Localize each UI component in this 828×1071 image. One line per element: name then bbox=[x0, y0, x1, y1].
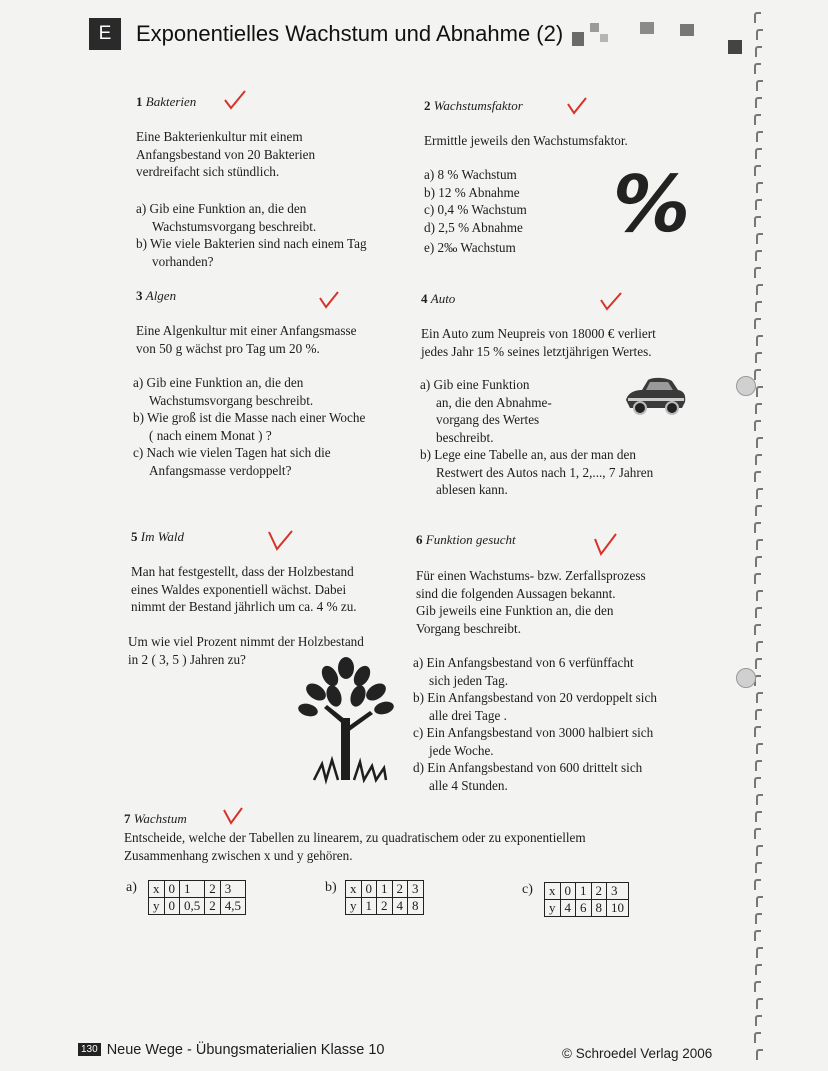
task-5-heading: 5 Im Wald bbox=[131, 529, 184, 544]
task-2-items: a) 8 % Wachstum b) 12 % Abnahme c) 0,4 % Wachstum d) 2,5 % Abnahme e) 2‰ Wachstum bbox=[424, 167, 527, 255]
binding-mark bbox=[754, 420, 761, 431]
car-icon bbox=[622, 372, 688, 418]
binding-mark bbox=[756, 845, 763, 856]
binding-mark bbox=[756, 998, 763, 1009]
binding-mark bbox=[754, 930, 761, 941]
binding-mark bbox=[756, 947, 763, 958]
task-2-intro: Ermittle jeweils den Wachstumsfaktor. bbox=[424, 133, 628, 148]
binding-ring-icon bbox=[736, 376, 756, 396]
task-7-intro: Entscheide, welche der Tabellen zu linearem, zu quadratischem oder zu exponentiellem Zusammenhang zwischen x und y gehören. bbox=[124, 830, 586, 863]
task-6-heading: 6 Funktion gesucht bbox=[416, 532, 516, 547]
task-3-intro: Eine Algenkultur mit einer Anfangsmasse von 50 g wächst pro Tag um 20 %. bbox=[136, 323, 357, 356]
binding-mark bbox=[754, 369, 761, 380]
checkmark-icon bbox=[592, 531, 618, 557]
task-6-items: a) Ein Anfangsbestand von 6 verfünffacht sich jeden Tag. b) Ein Anfangsbestand von 20 verdoppelt sich alle drei Tage . c) Ein Anfangsbestand von 3000 halbiert sich jede Woche. d) Ein Anfangsbestand von 600 drittelt sich alle 4 Stunden. bbox=[413, 655, 657, 793]
binding-mark bbox=[755, 199, 762, 210]
binding-mark bbox=[755, 760, 762, 771]
footer-publisher: © Schroedel Verlag 2006 bbox=[562, 1046, 713, 1061]
task-5-question: Um wie viel Prozent nimmt der Holzbestand in 2 ( 3, 5 ) Jahren zu? bbox=[128, 634, 364, 667]
binding-mark bbox=[756, 641, 763, 652]
binding-mark bbox=[755, 46, 762, 57]
binding-mark bbox=[756, 590, 763, 601]
task-4-intro: Ein Auto zum Neupreis von 18000 € verliert jedes Jahr 15 % seines letztjährigen Wertes. bbox=[421, 326, 656, 359]
checkmark-icon bbox=[598, 290, 624, 312]
binding-mark bbox=[756, 794, 763, 805]
binding-mark bbox=[756, 743, 763, 754]
table-label: b) bbox=[325, 880, 337, 895]
binding-mark bbox=[754, 267, 761, 278]
task-7-heading: 7 Wachstum bbox=[124, 811, 187, 826]
binding-mark bbox=[756, 233, 763, 244]
binding-mark bbox=[756, 437, 763, 448]
binding-mark bbox=[754, 216, 761, 227]
task-1-intro: Eine Bakterienkultur mit einem Anfangsbestand von 20 Bakterien verdreifacht sich stündlich. bbox=[136, 129, 316, 179]
binding-mark bbox=[754, 726, 761, 737]
binding-mark bbox=[754, 63, 761, 74]
checkmark-icon bbox=[566, 96, 588, 116]
chapter-badge: E bbox=[89, 18, 121, 50]
binding-mark bbox=[754, 522, 761, 533]
binding-holes bbox=[740, 0, 828, 1071]
binding-mark bbox=[756, 896, 763, 907]
binding-mark bbox=[755, 1015, 762, 1026]
binding-mark bbox=[755, 607, 762, 618]
binding-mark bbox=[755, 505, 762, 516]
checkmark-icon bbox=[266, 528, 294, 552]
binding-mark bbox=[755, 97, 762, 108]
binding-mark bbox=[756, 335, 763, 346]
binding-mark bbox=[754, 318, 761, 329]
binding-mark bbox=[755, 709, 762, 720]
checkmark-icon bbox=[318, 290, 340, 310]
binding-mark bbox=[755, 964, 762, 975]
binding-mark bbox=[755, 811, 762, 822]
task-4-heading: 4 Auto bbox=[421, 291, 456, 306]
task-5-intro: Man hat festgestellt, dass der Holzbestand eines Waldes exponentiell wächst. Dabei nimmt der Bestand jährlich um ca. 4 % zu. bbox=[131, 564, 357, 614]
footer-book-title: 130 Neue Wege - Übungsmaterialien Klasse 10 bbox=[78, 1042, 385, 1058]
binding-mark bbox=[755, 862, 762, 873]
task-4-items: a) Gib eine Funktion an, die den Abnahme- vorgang des Wertes beschreibt. b) Lege eine Tabelle an, aus der man den Restwert des Autos nach 1, 2,..., 7 Jahren ablesen kann. bbox=[420, 377, 654, 497]
binding-mark bbox=[756, 488, 763, 499]
binding-mark bbox=[754, 114, 761, 125]
binding-mark bbox=[754, 828, 761, 839]
binding-mark bbox=[754, 573, 761, 584]
task-1-heading: 1 Bakterien bbox=[136, 94, 197, 109]
binding-mark bbox=[754, 981, 761, 992]
binding-mark bbox=[754, 777, 761, 788]
binding-mark bbox=[755, 454, 762, 465]
binding-mark bbox=[756, 539, 763, 550]
binding-mark bbox=[754, 879, 761, 890]
binding-mark bbox=[756, 386, 763, 397]
checkmark-icon bbox=[222, 806, 244, 826]
task-2-heading: 2 Wachstumsfaktor bbox=[424, 98, 523, 113]
binding-mark bbox=[756, 182, 763, 193]
binding-ring-icon bbox=[736, 668, 756, 688]
binding-mark bbox=[755, 403, 762, 414]
page-number: 130 bbox=[78, 1043, 101, 1056]
binding-mark bbox=[754, 165, 761, 176]
binding-mark bbox=[755, 658, 762, 669]
scan-artifacts bbox=[560, 20, 760, 60]
binding-mark bbox=[756, 131, 763, 142]
binding-mark bbox=[756, 29, 763, 40]
binding-mark bbox=[756, 692, 763, 703]
task-3-heading: 3 Algen bbox=[136, 288, 177, 303]
binding-mark bbox=[754, 471, 761, 482]
table-label: a) bbox=[126, 880, 137, 895]
binding-mark bbox=[755, 301, 762, 312]
binding-mark bbox=[755, 352, 762, 363]
binding-mark bbox=[755, 913, 762, 924]
binding-mark bbox=[755, 148, 762, 159]
tree-icon bbox=[294, 656, 402, 788]
binding-mark bbox=[755, 250, 762, 261]
binding-mark bbox=[756, 80, 763, 91]
task-3-items: a) Gib eine Funktion an, die den Wachstumsvorgang beschreibt. b) Wie groß ist die Masse nach einer Woche ( nach einem Monat ) ? c) Nach wie vielen Tagen hat sich die Anfangsmasse verdoppelt? bbox=[133, 375, 366, 478]
percent-icon: % bbox=[604, 160, 699, 250]
checkmark-icon bbox=[222, 88, 248, 112]
binding-mark bbox=[755, 556, 762, 567]
table-label: c) bbox=[522, 882, 533, 897]
binding-mark bbox=[756, 284, 763, 295]
binding-mark bbox=[756, 1049, 763, 1060]
binding-mark bbox=[754, 1032, 761, 1043]
page-title: Exponentielles Wachstum und Abnahme (2) bbox=[136, 21, 564, 46]
task-1-items: a) Gib eine Funktion an, die den Wachstumsvorgang beschreibt. b) Wie viele Bakterien sind nach einem Tag vorhanden? bbox=[136, 201, 367, 269]
binding-mark bbox=[754, 12, 761, 23]
task-6-intro: Für einen Wachstums- bzw. Zerfallsprozess sind die folgenden Aussagen bekannt. Gib jeweils eine Funktion an, die den Vorgang beschreibt. bbox=[416, 568, 646, 636]
binding-mark bbox=[754, 624, 761, 635]
